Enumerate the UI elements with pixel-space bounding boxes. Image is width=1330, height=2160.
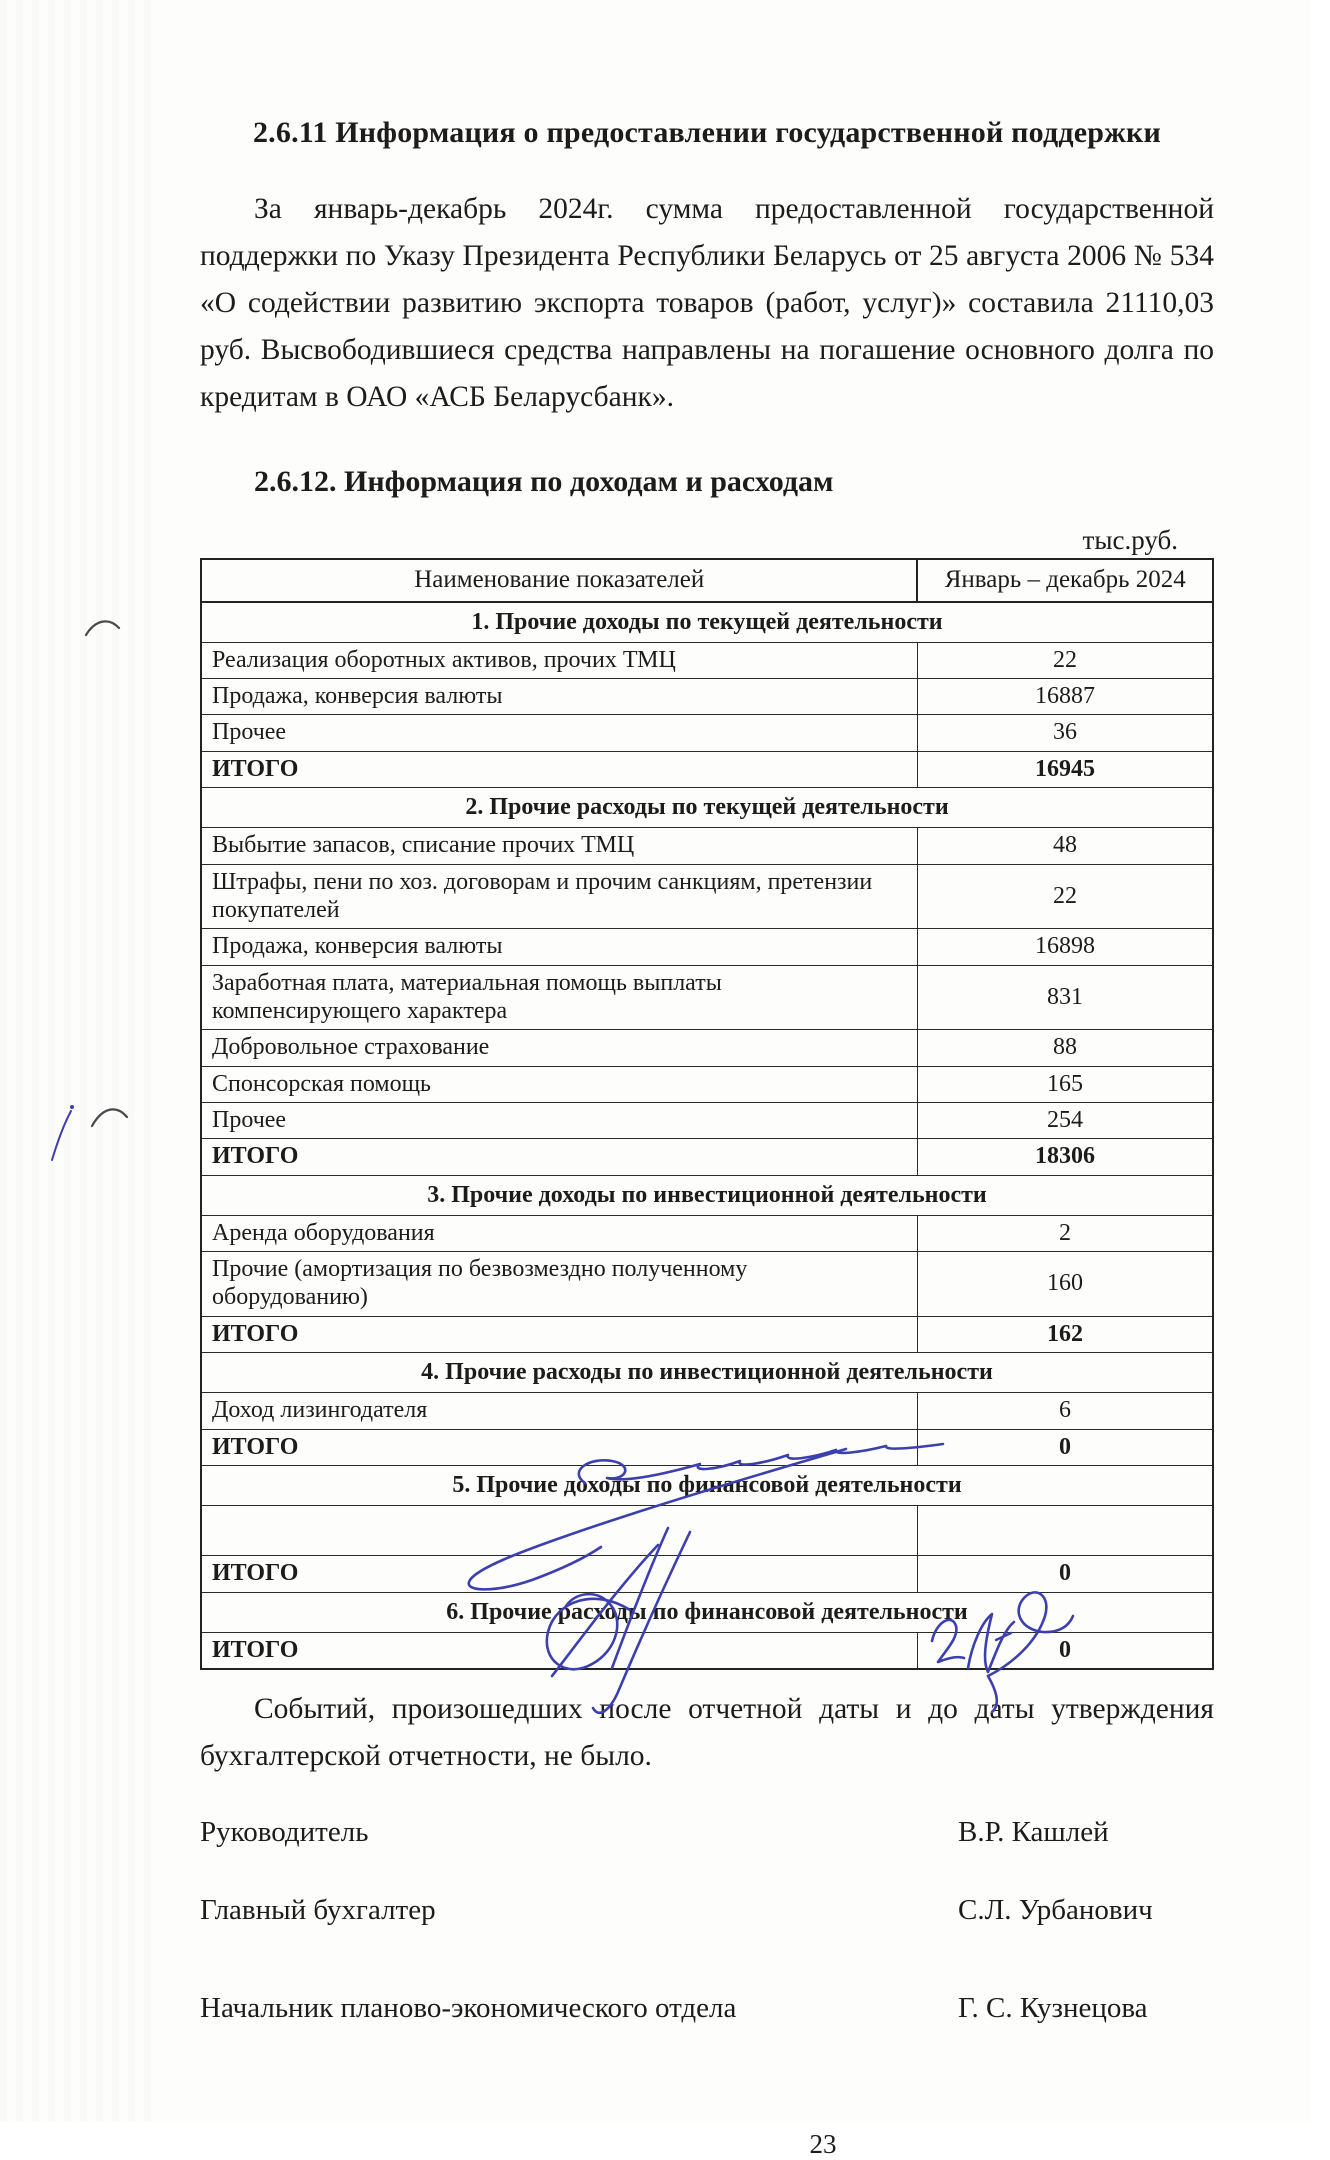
section-heading-2-6-11: 2.6.11 Информация о предоставлении государственной поддержки [252,116,1162,149]
indicator-name-cell: ИТОГО [201,1632,917,1669]
table-row [201,1632,1213,1669]
indicator-value-cell: 48 [917,828,1213,864]
indicator-name-cell: ИТОГО [201,1429,917,1465]
indicator-name-cell: Заработная плата, материальная помощь выплаты компенсирующего характера [201,965,917,1030]
section-heading-2-6-12: 2.6.12. Информация по доходам и расходам [254,465,834,498]
margin-mark-middle-icon [52,1105,127,1160]
table-section-row [201,1175,1213,1215]
indicator-name-cell: Прочее [201,1102,917,1138]
indicator-name-cell: Продажа, конверсия валюты [201,929,917,965]
margin-mark-upper-icon [86,621,119,635]
indicator-value-cell: 2 [917,1215,1213,1251]
table-section-row [201,1353,1213,1393]
table-row [201,1429,1213,1465]
indicator-name-cell: Выбытие запасов, списание прочих ТМЦ [201,828,917,864]
section-header-cell: 4. Прочие расходы по инвестиционной деятельности [201,1353,1213,1393]
indicator-name-cell: Штрафы, пени по хоз. договорам и прочим санкциям, претензии покупателей [201,864,917,929]
table-row [201,1252,1213,1317]
indicator-value-cell: 22 [917,642,1213,678]
indicator-name-cell: Добровольное страхование [201,1030,917,1066]
indicator-value-cell: 6 [917,1393,1213,1429]
indicator-name-cell: ИТОГО [201,1139,917,1175]
section-header-cell: 5. Прочие доходы по финансовой деятельности [201,1466,1213,1506]
table-section-row [201,788,1213,828]
signature-role: Руководитель [200,1816,369,1849]
section-header-cell: 2. Прочие расходы по текущей деятельности [201,788,1213,828]
indicator-value-cell: 16898 [917,929,1213,965]
indicator-value-cell: 22 [917,864,1213,929]
signature-name: С.Л. Урбанович [958,1894,1153,1927]
indicator-value-cell: 0 [917,1556,1213,1592]
page-number: 23 [809,2129,837,2160]
table-header-row [201,559,1213,602]
table-row [201,751,1213,787]
section-header-cell: 1. Прочие доходы по текущей деятельности [201,602,1213,643]
indicator-name-cell: Продажа, конверсия валюты [201,679,917,715]
table-row [201,1066,1213,1102]
signature-role: Главный бухгалтер [200,1894,436,1927]
table-section-row [201,602,1213,643]
table-section-row [201,1466,1213,1506]
table-row [201,929,1213,965]
indicator-value-cell [917,1506,1213,1556]
table-row [201,1316,1213,1352]
indicator-name-cell: ИТОГО [201,751,917,787]
indicator-value-cell: 18306 [917,1139,1213,1175]
table-row [201,1102,1213,1138]
indicator-value-cell: 0 [917,1429,1213,1465]
indicator-name-cell: Аренда оборудования [201,1215,917,1251]
table-section-row [201,1592,1213,1632]
indicator-value-cell: 88 [917,1030,1213,1066]
indicator-value-cell: 165 [917,1066,1213,1102]
indicator-name-cell: Спонсорская помощь [201,1066,917,1102]
table-row [201,1506,1213,1556]
table-row [201,828,1213,864]
indicator-name-cell [201,1506,917,1556]
signature-name: Г. С. Кузнецова [958,1992,1148,2025]
table-row [201,1139,1213,1175]
indicator-name-cell: ИТОГО [201,1556,917,1592]
indicator-value-cell: 36 [917,715,1213,751]
section-header-cell: 6. Прочие расходы по финансовой деятельности [201,1592,1213,1632]
indicator-value-cell: 16945 [917,751,1213,787]
column-header-period: Январь – декабрь 2024 [917,559,1213,602]
section-header-cell: 3. Прочие доходы по инвестиционной деятельности [201,1175,1213,1215]
table-row [201,1030,1213,1066]
indicator-value-cell: 160 [917,1252,1213,1317]
indicator-name-cell: Доход лизингодателя [201,1393,917,1429]
table-row [201,715,1213,751]
indicator-value-cell: 254 [917,1102,1213,1138]
signature-name: В.Р. Кашлей [958,1816,1109,1849]
indicator-name-cell: ИТОГО [201,1316,917,1352]
indicator-value-cell: 0 [917,1632,1213,1669]
paragraph-state-support: За январь-декабрь 2024г. сумма предоставленной государственной поддержки по Указу Президента Республики Беларусь от 25 августа 2006 № 534 «О содействии развитию экспорта товаров (работ, услуг)» составила 21110,03 руб. Высвободившиеся средства направлены на погашение основного долга по кредитам в ОАО «АСБ Беларусбанк». [200,193,1214,413]
table-row [201,864,1213,929]
income-expense-table [200,558,1214,1670]
signature-role: Начальник планово-экономического отдела [200,1992,737,2025]
indicator-name-cell: Прочие (амортизация по безвозмездно полученному оборудованию) [201,1252,917,1317]
page-content [200,0,1214,2160]
table-row [201,1556,1213,1592]
table-row [201,1215,1213,1251]
units-label: тыс.руб. [1082,525,1178,555]
indicator-name-cell: Реализация оборотных активов, прочих ТМЦ [201,642,917,678]
indicator-value-cell: 831 [917,965,1213,1030]
column-header-indicator: Наименование показателей [201,559,917,602]
indicator-value-cell: 162 [917,1316,1213,1352]
table-row [201,642,1213,678]
indicator-name-cell: Прочее [201,715,917,751]
table-row [201,965,1213,1030]
signature-block [200,1810,1214,2115]
paragraph-post-reporting-events: Событий, произошедших после отчетной даты и до даты утверждения бухгалтерской отчетности, не было. [200,1693,1214,1773]
table-row [201,1393,1213,1429]
table-row [201,679,1213,715]
indicator-value-cell: 16887 [917,679,1213,715]
